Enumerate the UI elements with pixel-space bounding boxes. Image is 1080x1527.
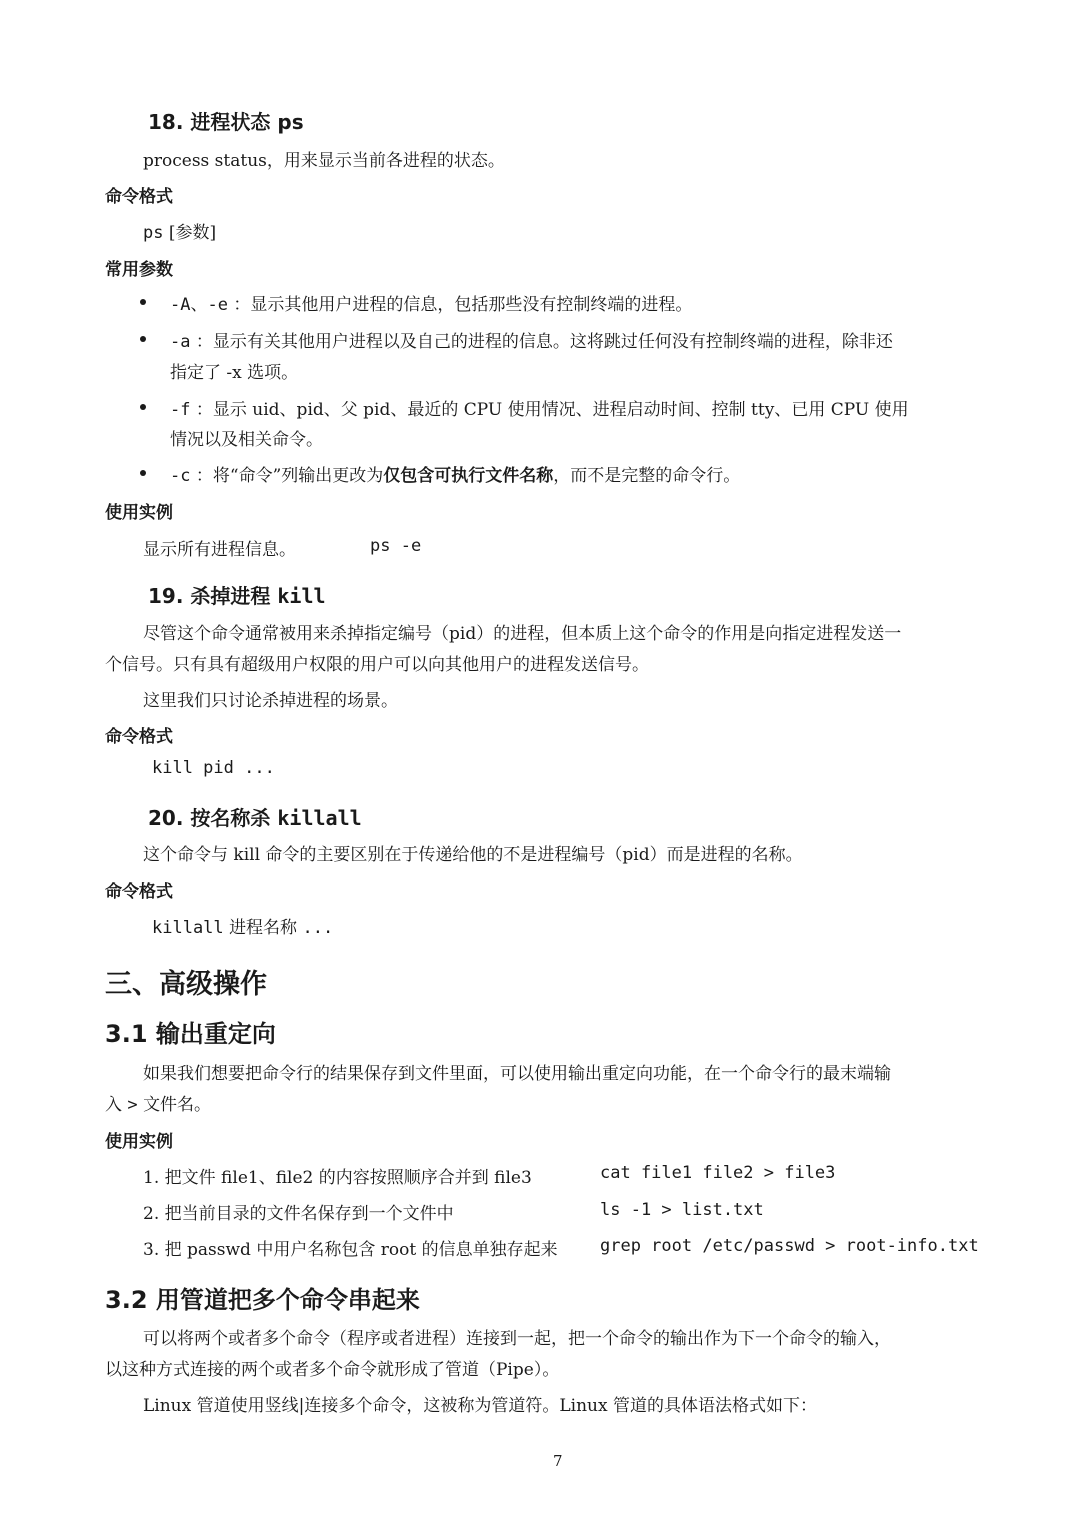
param-text-continued: 指定了 -x 选项。 bbox=[170, 363, 299, 383]
bullet-dot-icon bbox=[140, 299, 146, 305]
example-command: ls -1 > list.txt bbox=[600, 1200, 764, 1220]
example-number: 1. bbox=[143, 1168, 160, 1188]
section-19-paragraph: 这里我们只讨论杀掉进程的场景。 bbox=[143, 691, 398, 711]
param-item bbox=[170, 290, 692, 315]
section-18-format-arg: [参数] bbox=[168, 223, 217, 243]
section-20-heading bbox=[148, 802, 362, 831]
section-20-number: 20. bbox=[148, 806, 184, 830]
chapter-3-heading: 三、高级操作 bbox=[105, 969, 267, 1000]
example-number: 2. bbox=[143, 1204, 160, 1224]
paragraph-text: 文件名。 bbox=[143, 1095, 212, 1115]
param-flag: -a bbox=[170, 332, 191, 352]
section-3-1-heading: 3.1 输出重定向 bbox=[105, 1020, 276, 1048]
section-18-description: process status，用来显示当前各进程的状态。 bbox=[143, 151, 505, 171]
example-text: 把 passwd 中用户名称包含 root 的信息单独存起来 bbox=[164, 1240, 558, 1260]
param-flag: -f bbox=[170, 400, 191, 420]
section-18-command: ps bbox=[277, 110, 304, 134]
paragraph-text: 入 bbox=[105, 1095, 122, 1115]
section-20-format-label: 命令格式 bbox=[105, 882, 173, 902]
section-19-number: 19. bbox=[148, 584, 184, 608]
section-3-2-paragraph-line: 可以将两个或者多个命令（程序或者进程）连接到一起，把一个命令的输出作为下一个命令的输入， bbox=[143, 1329, 891, 1349]
section-3-2-paragraph-line: 以这种方式连接的两个或者多个命令就形成了管道（Pipe）。 bbox=[105, 1360, 560, 1380]
section-19-format-command: kill pid ... bbox=[152, 758, 275, 778]
section-18-heading bbox=[148, 106, 304, 135]
param-text: ：显示 uid、pid、父 pid、最近的 CPU 使用情况、进程启动时间、控制 tty、已用 CPU 使用 bbox=[195, 400, 909, 420]
section-20-format-arg: 进程名称 bbox=[229, 918, 298, 938]
param-item bbox=[170, 327, 893, 352]
example-text: 把文件 file1、file2 的内容按照顺序合并到 file3 bbox=[164, 1168, 532, 1188]
section-20-format-tail: ... bbox=[302, 918, 334, 938]
redirect-symbol: > bbox=[127, 1095, 138, 1115]
section-20-title: 按名称杀 bbox=[190, 806, 271, 830]
param-text: ：显示其他用户进程的信息，包括那些没有控制终端的进程。 bbox=[233, 295, 693, 315]
example-text: 把当前目录的文件名保存到一个文件中 bbox=[164, 1204, 454, 1224]
section-3-2-paragraph: Linux 管道使用竖线|连接多个命令，这被称为管道符。Linux 管道的具体语法格式如下： bbox=[143, 1396, 817, 1416]
param-text: ，而不是完整的命令行。 bbox=[553, 466, 741, 486]
section-19-format-label: 命令格式 bbox=[105, 727, 173, 747]
section-18-number: 18. bbox=[148, 110, 184, 134]
section-3-2-heading: 3.2 用管道把多个命令串起来 bbox=[105, 1286, 420, 1314]
page-number: 7 bbox=[553, 1452, 563, 1470]
section-3-1-paragraph-line bbox=[105, 1090, 211, 1115]
param-item bbox=[170, 461, 740, 486]
example-command: grep root /etc/passwd > root-info.txt bbox=[600, 1236, 979, 1256]
section-18-example-text: 显示所有进程信息。 bbox=[143, 540, 296, 560]
param-flag: -c bbox=[170, 466, 191, 486]
section-20-description: 这个命令与 kill 命令的主要区别在于传递给他的不是进程编号（pid）而是进程的名称。 bbox=[143, 845, 803, 865]
param-text: ：显示有关其他用户进程以及自己的进程的信息。这将跳过任何没有控制终端的进程，除非还 bbox=[195, 332, 893, 352]
section-20-format bbox=[152, 913, 333, 938]
section-19-title: 杀掉进程 bbox=[190, 584, 271, 608]
section-3-1-example-label: 使用实例 bbox=[105, 1132, 173, 1152]
example-item bbox=[143, 1163, 532, 1188]
section-19-command: kill bbox=[277, 584, 326, 608]
section-19-paragraph-line: 个信号。只有具有超级用户权限的用户可以向其他用户的进程发送信号。 bbox=[105, 655, 649, 675]
section-18-example-label: 使用实例 bbox=[105, 503, 173, 523]
bullet-dot-icon bbox=[140, 470, 146, 476]
section-18-format-label: 命令格式 bbox=[105, 187, 173, 207]
section-18-example-command: ps -e bbox=[370, 536, 422, 556]
bullet-dot-icon bbox=[140, 404, 146, 410]
example-number: 3. bbox=[143, 1240, 160, 1260]
section-19-heading bbox=[148, 580, 326, 609]
section-20-format-command: killall bbox=[152, 918, 224, 938]
section-3-1-paragraph-line: 如果我们想要把命令行的结果保存到文件里面，可以使用输出重定向功能，在一个命令行的最末端输 bbox=[143, 1064, 891, 1084]
example-command: cat file1 file2 > file3 bbox=[600, 1163, 836, 1183]
param-flag: -A、-e bbox=[170, 295, 228, 315]
param-text: ：将“命令”列输出更改为 bbox=[195, 466, 384, 486]
example-item bbox=[143, 1199, 454, 1224]
param-text-bold: 仅包含可执行文件名称 bbox=[383, 466, 554, 486]
section-18-format bbox=[143, 218, 216, 243]
param-item bbox=[170, 395, 909, 420]
param-text-continued: 情况以及相关命令。 bbox=[170, 430, 323, 450]
section-18-title: 进程状态 bbox=[190, 110, 271, 134]
section-20-command: killall bbox=[277, 806, 362, 830]
section-18-params-label: 常用参数 bbox=[105, 260, 173, 280]
section-19-paragraph-line: 尽管这个命令通常被用来杀掉指定编号（pid）的进程，但本质上这个命令的作用是向指定进程发送一 bbox=[143, 624, 902, 644]
section-18-format-command: ps bbox=[143, 223, 164, 243]
bullet-dot-icon bbox=[140, 336, 146, 342]
example-item bbox=[143, 1235, 558, 1260]
